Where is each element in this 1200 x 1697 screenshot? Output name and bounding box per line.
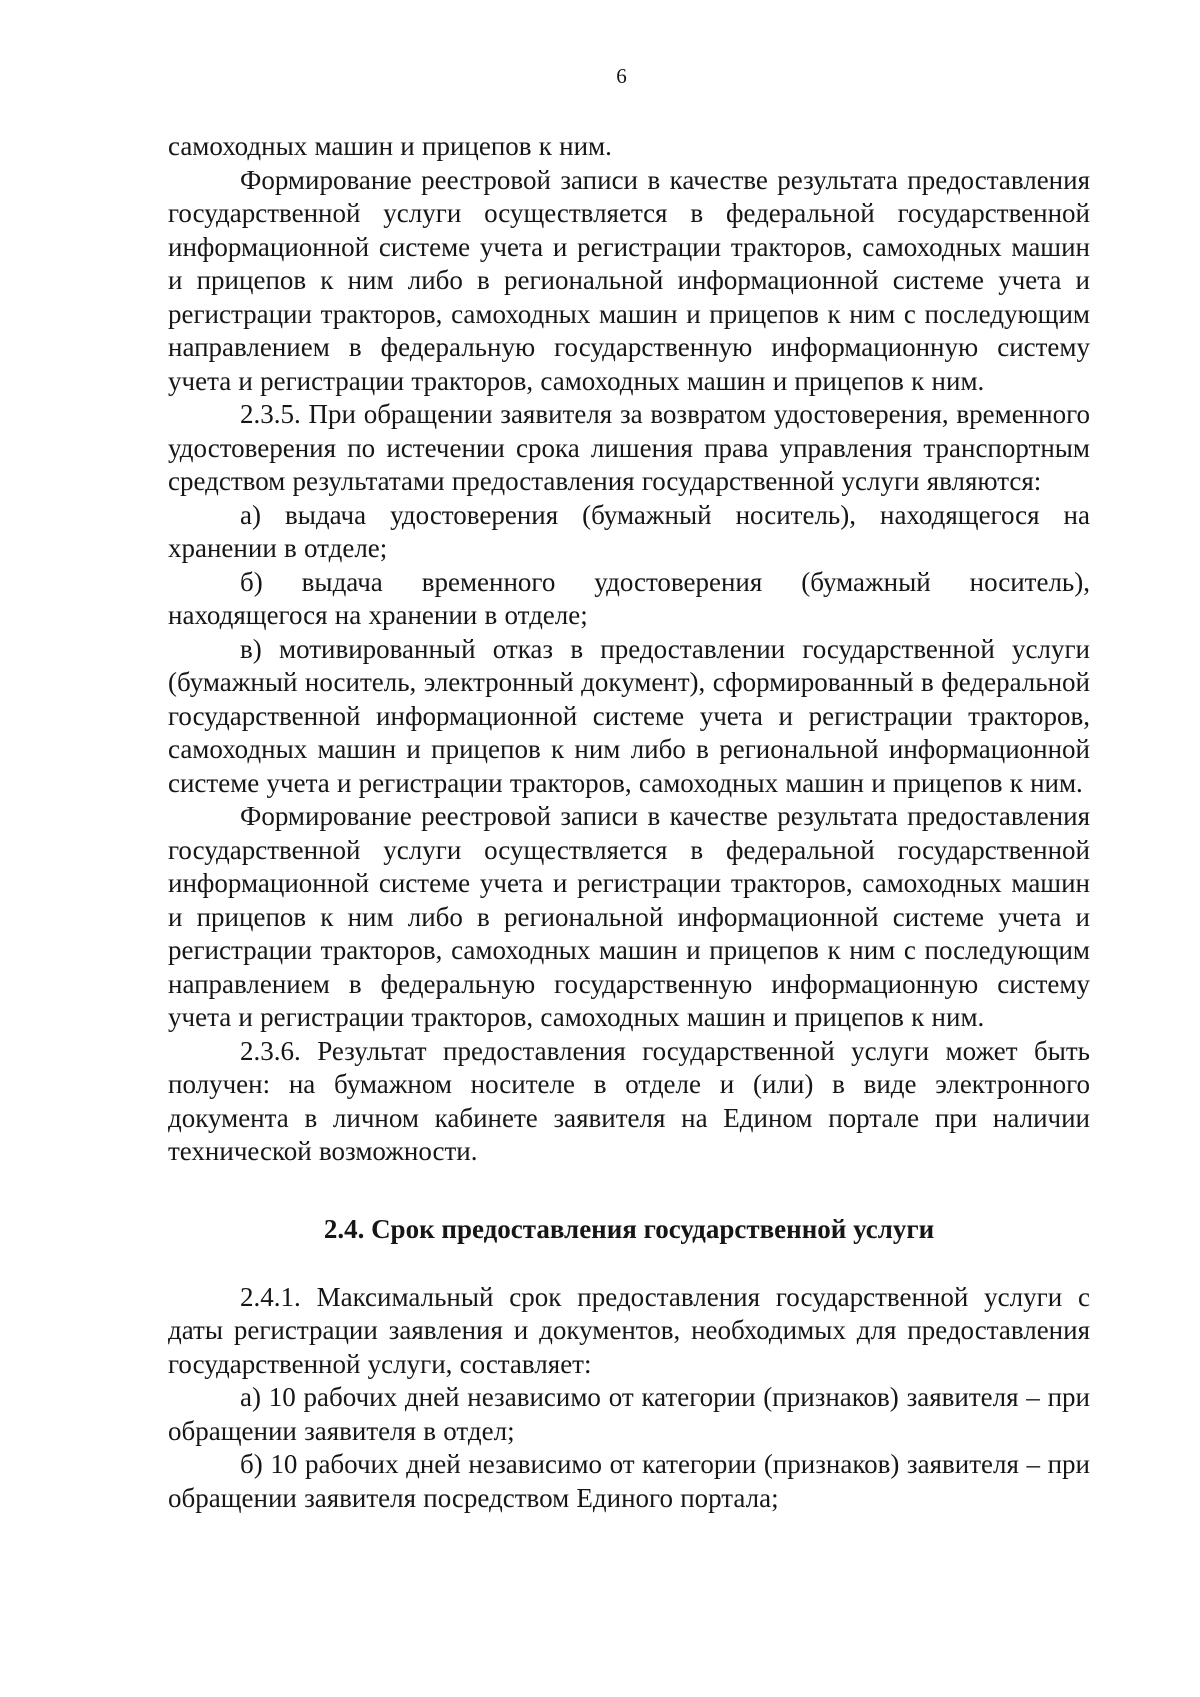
section-heading: 2.4. Срок предоставления государственной услуги [323, 1213, 935, 1244]
paragraph-continuation: самоходных машин и прицепов к ним. [168, 131, 612, 161]
paragraph-2-3-6: 2.3.6. Результат предоставления государственной услуги может быть получен: на бумажном носителе в отделе и (или) в виде электронного документа в личном кабинете заявителя на Едином портале при наличии технической возможности. [168, 1035, 1090, 1166]
paragraph-term-a: а) 10 рабочих дней независимо от категории (признаков) заявителя – при обращении заявителя в отдел; [168, 1382, 1090, 1446]
paragraph-item-b: б) выдача временного удостоверения (бумажный носитель), находящегося на хранении в отделе; [168, 566, 1090, 630]
paragraph-2-3-5: 2.3.5. При обращении заявителя за возвратом удостоверения, временного удостоверения по истечении срока лишения права управления транспортным средством результатами предоставления государственной услуги являются: [168, 399, 1090, 496]
page-number: 6 [616, 64, 627, 88]
document-body [168, 130, 1090, 1515]
paragraph-item-v: в) мотивированный отказ в предоставлении государственной услуги (бумажный носитель, электронный документ), сформированный в федеральной государственной информационной системе учета и регистрации тракторов, самоходных машин и прицепов к ним либо в региональной информационной системе учета и регистрации тракторов, самоходных машин и прицепов к ним. [168, 633, 1090, 798]
paragraph-item-a: а) выдача удостоверения (бумажный носитель), находящегося на хранении в отделе; [168, 499, 1090, 563]
paragraph-term-b: б) 10 рабочих дней независимо от категории (признаков) заявителя – при обращении заявителя посредством Единого портала; [168, 1449, 1090, 1513]
paragraph-2-4-1: 2.4.1. Максимальный срок предоставления государственной услуги с даты регистрации заявления и документов, необходимых для предоставления государственной услуги, составляет: [168, 1281, 1090, 1379]
paragraph-registry-record-1: Формирование реестровой записи в качестве результата предоставления государственной услуги осуществляется в федеральной государственной информационной системе учета и регистрации тракторов, самоходных машин и прицепов к ним либо в региональной информационной системе учета и регистрации тракторов, самоходных машин и прицепов к ним с последующим направлением в федеральную государственную информационную систему учета и регистрации тракторов, самоходных машин и прицепов к ним. [168, 164, 1090, 396]
paragraph-registry-record-2: Формирование реестровой записи в качестве результата предоставления государственной услуги осуществляется в федеральной государственной информационной системе учета и регистрации тракторов, самоходных машин и прицепов к ним либо в региональной информационной системе учета и регистрации тракторов, самоходных машин и прицепов к ним с последующим направлением в федеральную государственную информационную систему учета и регистрации тракторов, самоходных машин и прицепов к ним. [168, 801, 1090, 1032]
